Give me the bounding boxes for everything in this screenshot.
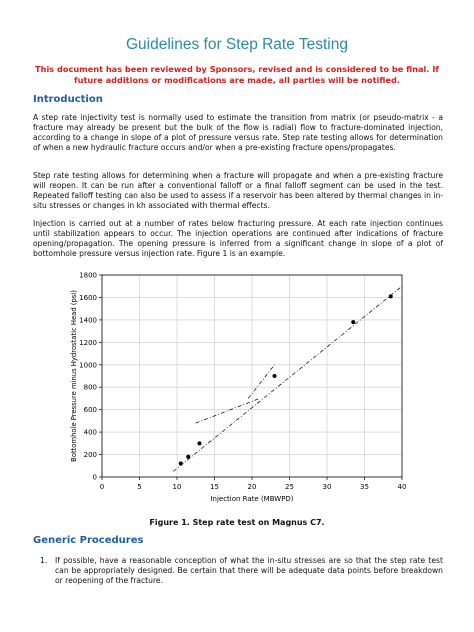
x-tick-label: 0 (99, 483, 105, 491)
x-tick-label: 20 (247, 483, 257, 491)
data-point (389, 294, 393, 298)
x-tick-label: 25 (285, 483, 294, 491)
y-tick-label: 1200 (79, 338, 97, 347)
data-point (351, 320, 355, 324)
list-item: If possible, have a reasonable conception of what the in-situ stresses are so that the step rate test can be appropriately designed. Be certain that there will be adequate data points before breakdown or reopening of the fracture. (55, 556, 443, 586)
x-axis-label: Injection Rate (MBWPD) (210, 495, 294, 503)
data-point (273, 374, 277, 378)
intro-paragraph-1: A step rate injectivity test is normally used to estimate the transition from matrix (or pseudo-matrix - a fracture may already be present but the bulk of the flow is radial) flow to fracture-dominated injection, according to a change in slope of a plot of pressure versus rate. Step rate testing allows for determination of when a new hydraulic fracture occurs and/or when a pre-existing fracture opens/propagates. (33, 113, 443, 153)
y-tick-label: 800 (83, 383, 97, 392)
y-tick-label: 0 (92, 473, 97, 482)
final-notice: This document has been reviewed by Sponsors, revised and is considered to be final. If future additions or modifications are made, all parties will be notified. (35, 64, 439, 85)
y-tick-label: 1000 (79, 361, 97, 370)
generic-procedures-heading: Generic Procedures (33, 535, 144, 546)
list-item-number: 1. (40, 556, 48, 565)
x-tick-label: 30 (322, 483, 332, 491)
x-tick-label: 15 (210, 483, 219, 491)
fit-line (196, 398, 260, 423)
intro-paragraph-2: Step rate testing allows for determining when a fracture will propagate and when a pre-existing fracture will reopen. It can be run after a conventional falloff or a final falloff segment can be used in the test. Repeated falloff testing can also be used to assess if a reservoir has been altered by thermal changes in in-situ stresses or changes in kh associated with thermal effects. (33, 171, 443, 211)
y-tick-label: 1600 (79, 293, 97, 302)
intro-paragraph-3: Injection is carried out at a number of rates below fracturing pressure. At each rate injection continues until stabilization appears to occur. The injection operations are continued after indications of fracture opening/propagation. The opening pressure is inferred from a significant change in slope of a plot of bottomhole pressure versus injection rate. Figure 1 is an example. (33, 219, 443, 259)
y-tick-label: 400 (83, 428, 97, 437)
data-point (186, 455, 190, 459)
fit-line (173, 286, 402, 471)
document-title: Guidelines for Step Rate Testing (125, 36, 348, 53)
y-axis-label: Bottomhole Pressure minus Hydrostatic Head (psi) (70, 290, 78, 462)
x-tick-label: 5 (137, 483, 142, 491)
data-point (179, 462, 183, 466)
x-tick-label: 40 (397, 483, 407, 491)
step-rate-chart (60, 265, 420, 505)
y-tick-label: 1400 (79, 316, 97, 325)
x-tick-label: 35 (360, 483, 369, 491)
figure-caption: Figure 1. Step rate test on Magnus C7. (149, 518, 325, 527)
data-point (198, 441, 202, 445)
x-tick-label: 10 (172, 483, 182, 491)
y-tick-label: 200 (83, 451, 97, 460)
y-tick-label: 1800 (79, 271, 97, 280)
introduction-heading: Introduction (33, 94, 103, 105)
y-tick-label: 600 (83, 406, 97, 415)
